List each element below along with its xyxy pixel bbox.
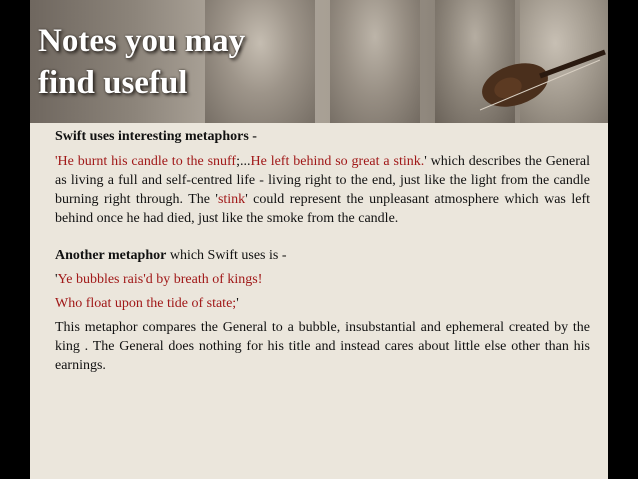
section1-paragraph <box>55 152 590 228</box>
quote-open: ' <box>55 154 58 169</box>
quote-line-2-end: ' <box>236 296 239 311</box>
section1-text-a: ' which describes the General as living a full and self-centred life - living right to the end, just like the light from the candle burning right through. The ' <box>55 154 590 207</box>
quote-line-1-mark: ' <box>55 272 58 287</box>
quote-stink: He left behind so great a stink. <box>250 154 425 169</box>
quote-line-1-text: Ye bubbles rais'd by breath of kings! <box>57 272 263 287</box>
section2-intro <box>55 246 590 265</box>
quote-candle: He burnt his candle to the snuff <box>57 154 237 169</box>
quote-line-2-text: Who float upon the tide of state; <box>55 296 237 311</box>
intro-bold: Another metaphor <box>55 248 167 263</box>
section2-paragraph: This metaphor compares the General to a bubble, insubstantial and ephemeral created by the king . The General does nothing for his title and instead cares about little else other than his earnings. <box>55 320 590 373</box>
spacer <box>55 228 590 246</box>
header-photo-portrait-2 <box>330 0 420 123</box>
stink-word: stink <box>217 192 246 207</box>
quote-separator: ;... <box>236 154 251 169</box>
content-area <box>55 127 590 375</box>
slide-title: Notes you may find useful <box>38 23 246 101</box>
quote-line-2 <box>55 294 590 313</box>
violin-icon <box>470 40 608 120</box>
header-banner <box>30 0 608 123</box>
intro-rest: which Swift uses is - <box>166 248 287 263</box>
section1-heading: Swift uses interesting metaphors - <box>55 129 257 144</box>
section1-text-b: ' could represent the unpleasant atmosphere which was left behind once he had died, just like the smoke from the candle. <box>55 192 590 226</box>
quote-line-1 <box>55 270 590 289</box>
slide <box>30 0 608 479</box>
